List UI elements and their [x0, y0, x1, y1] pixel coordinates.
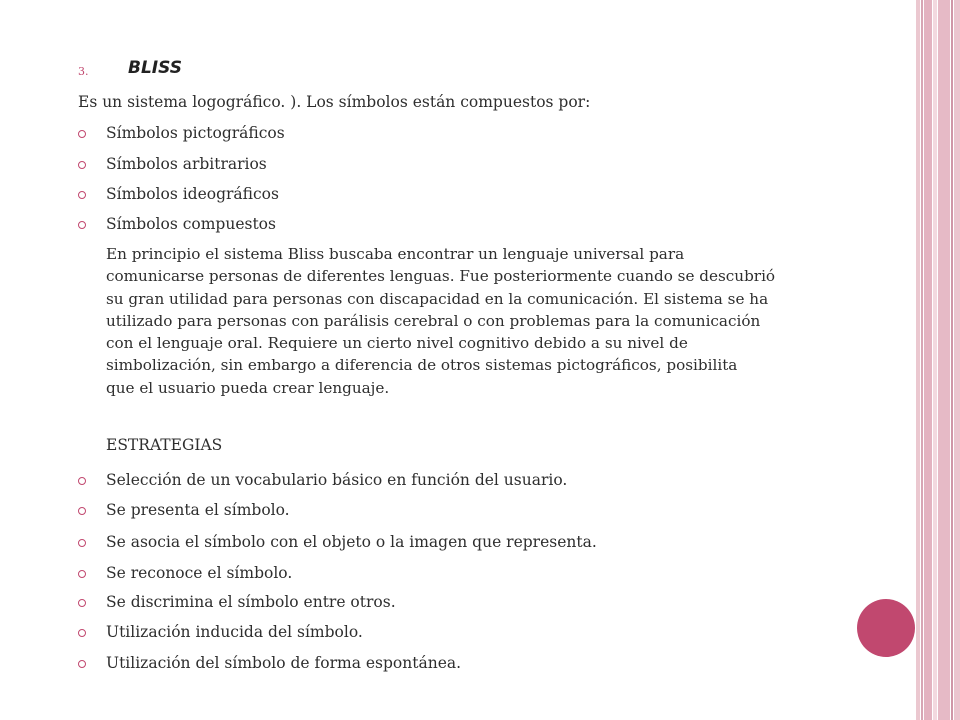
list-item-label: Símbolos compuestos	[106, 215, 276, 233]
decor-stripe	[924, 0, 932, 720]
list-item-label: Utilización del símbolo de forma espontánea.	[106, 654, 462, 672]
list-item-label: Se reconoce el símbolo.	[106, 564, 293, 582]
list-item-label: Se asocia el símbolo con el objeto o la imagen que representa.	[106, 533, 597, 551]
bullet-icon	[78, 221, 86, 229]
heading-number: 3.	[78, 65, 89, 78]
strategies-title: ESTRATEGIAS	[106, 436, 223, 454]
list-item-label: Se discrimina el símbolo entre otros.	[106, 593, 396, 611]
bullet-icon	[78, 570, 86, 578]
decor-stripe	[951, 0, 953, 720]
bullet-icon	[78, 599, 86, 607]
paragraph-line: utilizado para personas con parálisis cerebral o con problemas para la comunicación	[106, 311, 761, 330]
decor-stripe	[921, 0, 923, 720]
paragraph-line: En principio el sistema Bliss buscaba encontrar un lenguaje universal para	[106, 245, 685, 263]
list-item-label: Utilización inducida del símbolo.	[106, 623, 363, 641]
list-item-label: Símbolos arbitrarios	[106, 155, 267, 173]
paragraph-line: que el usuario pueda crear lenguaje.	[106, 378, 390, 397]
list-item-label: Se presenta el símbolo.	[106, 501, 290, 519]
paragraph-line: comunicarse personas de diferentes lenguas. Fue posteriormente cuando se descubrió	[106, 267, 776, 286]
bullet-icon	[78, 539, 86, 547]
heading-title: BLISS	[128, 58, 182, 78]
description-paragraph	[106, 243, 846, 399]
list-item-label: Selección de un vocabulario básico en función del usuario.	[106, 471, 568, 489]
list-item-label: Símbolos pictográficos	[106, 124, 285, 142]
paragraph-line: simbolización, sin embargo a diferencia de otros sistemas pictográficos, posibilita	[106, 356, 738, 375]
bullet-icon	[78, 130, 86, 138]
decor-stripe	[933, 0, 937, 720]
bullet-icon	[78, 191, 86, 199]
decor-stripe	[954, 0, 960, 720]
bullet-icon	[78, 660, 86, 668]
paragraph-line: con el lenguaje oral. Requiere un cierto nivel cognitivo debido a su nivel de	[106, 334, 688, 353]
bullet-icon	[78, 507, 86, 515]
paragraph-line: su gran utilidad para personas con discapacidad en la comunicación. El sistema se ha	[106, 289, 769, 308]
list-item-label: Símbolos ideográficos	[106, 185, 279, 203]
bullet-icon	[78, 161, 86, 169]
bullet-icon	[78, 629, 86, 637]
intro-text: Es un sistema logográfico. ). Los símbolos están compuestos por:	[78, 93, 591, 111]
decor-stripe	[938, 0, 950, 720]
decor-stripe	[916, 0, 920, 720]
bullet-icon	[78, 477, 86, 485]
